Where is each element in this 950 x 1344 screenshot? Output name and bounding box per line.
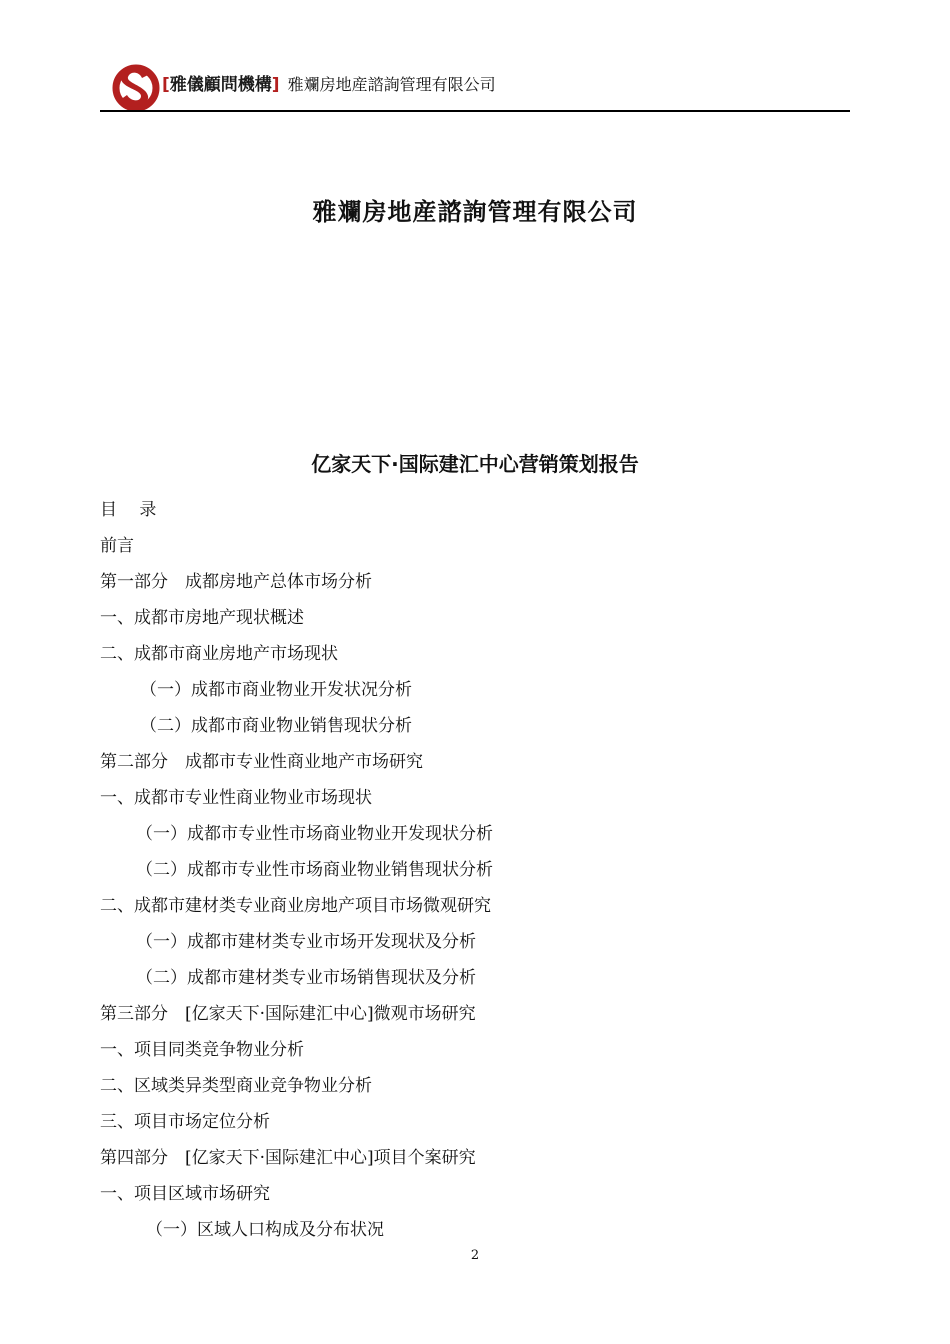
- toc-subitem: （一）成都市商业物业开发状况分析: [140, 680, 412, 700]
- toc-item: 一、项目区域市场研究: [100, 1184, 270, 1204]
- toc-part: 第一部分 成都房地产总体市场分析: [100, 572, 372, 592]
- toc-subitem: （二）成都市专业性市场商业物业销售现状分析: [136, 860, 493, 880]
- toc-item: 三、项目市场定位分析: [100, 1112, 270, 1132]
- toc-subitem: （一）成都市建材类专业市场开发现状及分析: [136, 932, 476, 952]
- company-title: 雅斕房地産諮詢管理有限公司: [312, 198, 638, 226]
- toc-subitem: （一）成都市专业性市场商业物业开发现状分析: [136, 824, 493, 844]
- brand-bracket-open: [: [162, 75, 170, 95]
- toc-part: 第二部分 成都市专业性商业地产市场研究: [100, 752, 423, 772]
- toc-item: 二、成都市商业房地产市场现状: [100, 644, 338, 664]
- header-text: [162, 70, 496, 95]
- ys-monogram-logo: [112, 60, 162, 112]
- header-divider: [100, 110, 850, 112]
- page-number: 2: [470, 1248, 480, 1263]
- toc-heading: 目 录: [100, 500, 157, 520]
- toc-item: 二、区域类异类型商业竞争物业分析: [100, 1076, 372, 1096]
- report-title: 亿家天下·国际建汇中心营销策划报告: [311, 452, 639, 476]
- brand-bracket-close: ]: [271, 75, 280, 95]
- page-header: [100, 56, 850, 112]
- header-company-name: 雅斕房地産諮詢管理有限公司: [287, 75, 496, 94]
- toc-item: 二、成都市建材类专业商业房地产项目市场微观研究: [100, 896, 491, 916]
- toc-subitem: （二）成都市商业物业销售现状分析: [140, 716, 412, 736]
- toc-part: 第三部分 [亿家天下·国际建汇中心]微观市场研究: [100, 1004, 476, 1024]
- toc-item: 一、项目同类竞争物业分析: [100, 1040, 304, 1060]
- table-of-contents: [100, 495, 860, 1251]
- toc-subitem: （一）区域人口构成及分布状况: [146, 1220, 384, 1240]
- toc-item: 前言: [100, 536, 134, 556]
- brand-name: 雅儀顧問機構: [169, 75, 272, 95]
- toc-item: 一、成都市房地产现状概述: [100, 608, 304, 628]
- toc-subitem: （二）成都市建材类专业市场销售现状及分析: [136, 968, 476, 988]
- toc-part: 第四部分 [亿家天下·国际建汇中心]项目个案研究: [100, 1148, 476, 1168]
- toc-item: 一、成都市专业性商业物业市场现状: [100, 788, 372, 808]
